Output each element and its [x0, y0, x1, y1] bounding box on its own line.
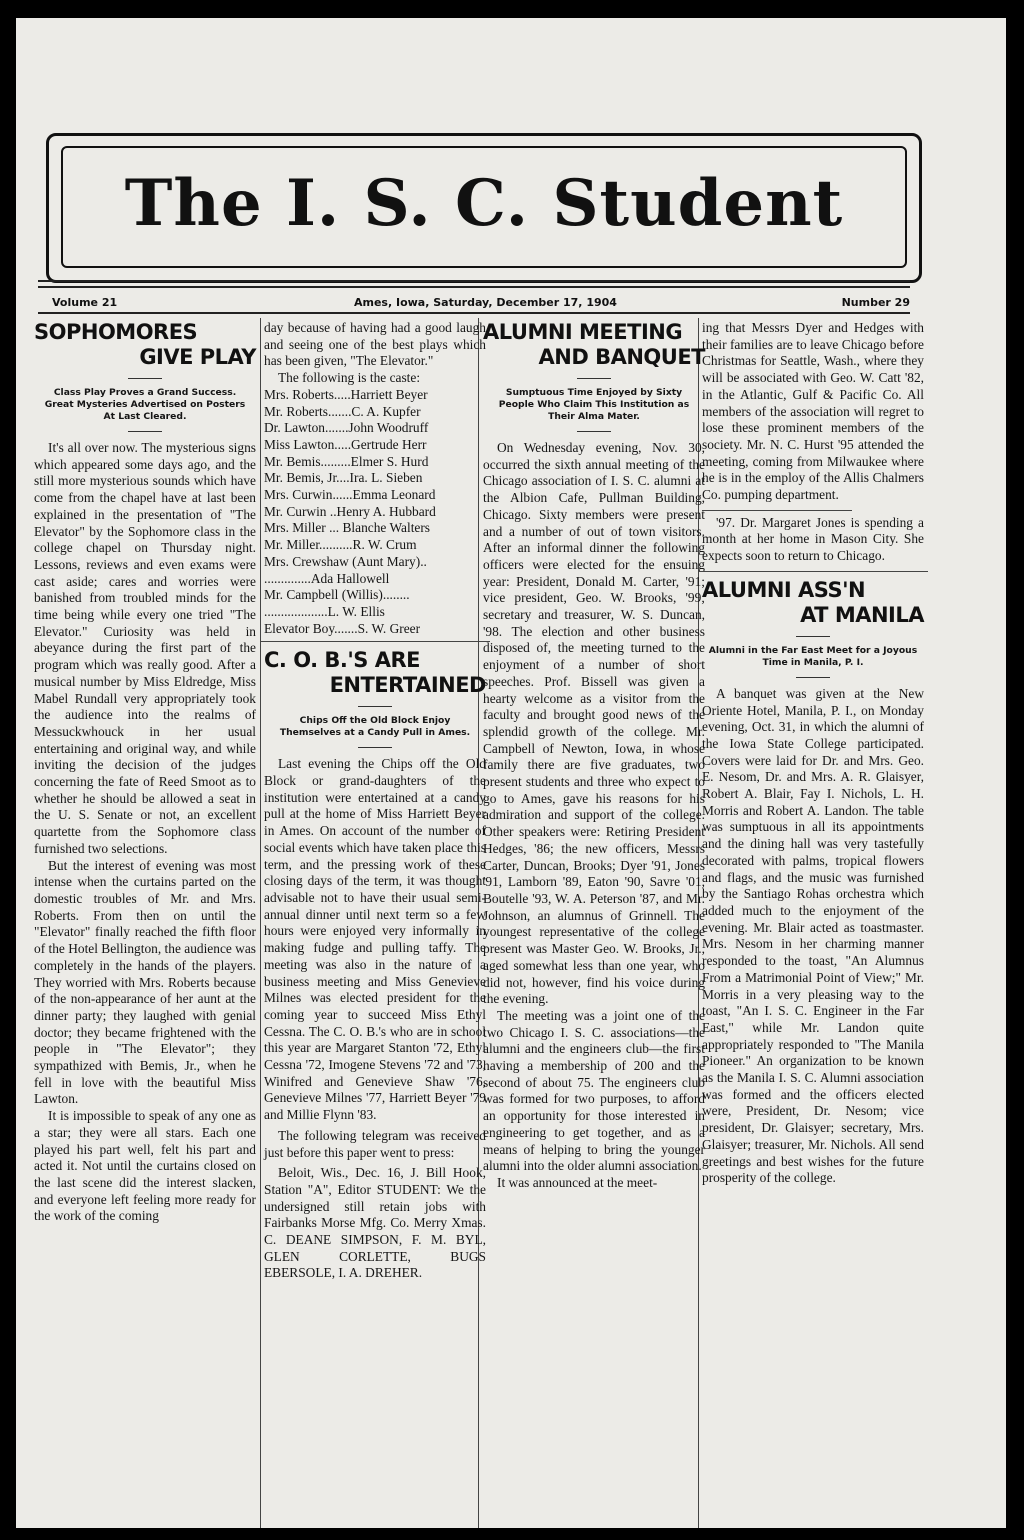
- headline-line-1: ALUMNI MEETING: [483, 320, 683, 344]
- cast-line: Mrs. Miller ... Blanche Walters: [264, 520, 431, 536]
- masthead-frame: [46, 133, 922, 283]
- article-headline: [702, 578, 924, 628]
- headline-dash: [128, 378, 162, 379]
- headline-line-1: ALUMNI ASS'N: [702, 577, 866, 602]
- subhead-dash: [796, 677, 830, 678]
- headline-line-2: AND BANQUET: [538, 345, 705, 369]
- article-paragraph: Last evening the Chips off the Old Block or grand-daughters of the institution were entertained at a candy pull at the home of Miss Harriett Beyer in Ames. On account of the number of social events which have taken place this term, and the pressing work of these closing days of the term, it was thought advisable not to have their usual semi-annual dinner until next term so a few hours were enjoyed very informally in making fudge and pulling taffy. The meeting was also in the nature of a business meeting and Miss Genevieve Milnes was elected president for the coming year to succeed Miss Ethyl Cessna. The C. O. B.'s who are in school this year are Margaret Stanton '72, Ethyl Cessna '72, Imogene Stevens '72 and '73, Winifred and Genevieve Shaw '76, Genevieve Milnes '77, Harriett Beyer '79 and Millie Flynn '83.: [264, 756, 486, 1123]
- issue-number: Number 29: [841, 296, 910, 309]
- article-separator: [698, 571, 928, 572]
- rule-bottom: [38, 312, 910, 314]
- cast-line: ..............Ada Hallowell: [264, 570, 390, 586]
- article-headline: [34, 320, 256, 370]
- article-paragraph: The meeting was a joint one of the two Chicago I. S. C. associations—the alumni and the engineers club—the first having a membership of 200 and the second of about 75. The engineers club was formed for two purposes, to afford an opportunity for those interested in engineering to get together, and as a means of helping to bring the younger alumni into the older alumni association.: [483, 1007, 705, 1174]
- newspaper-page: [16, 18, 1006, 1528]
- masthead-title: The I. S. C. Student: [124, 166, 844, 241]
- headline-line-1: C. O. B.'S ARE: [264, 648, 420, 673]
- headline-line-2: AT MANILA: [800, 602, 924, 627]
- cast-line: Mrs. Curwin......Emma Leonard: [264, 487, 436, 503]
- cast-intro: The following is the caste:: [278, 370, 421, 386]
- cast-line: Mrs. Roberts.....Harriett Beyer: [264, 386, 428, 402]
- article-headline: [483, 320, 705, 370]
- cast-line: Mr. Campbell (Willis)........: [264, 587, 410, 603]
- article-subhead: Alumni in the Far East Meet for a Joyous Time in Manila, P. I.: [708, 644, 918, 668]
- column-divider: [260, 318, 261, 1528]
- volume-label: Volume 21: [52, 296, 118, 309]
- headline-line-2: ENTERTAINED: [329, 673, 486, 698]
- headline-line-1: SOPHOMORES: [34, 320, 198, 344]
- article-paragraph: It is impossible to speak of any one as a star; they were all stars. Each one played his part well, felt his part and acted it. Not until the curtains closed on the last scene did the interest slacken, and everyone left feeling more ready for the work of the coming: [34, 1108, 256, 1224]
- column-3: [483, 320, 705, 1192]
- article-subhead: Class Play Proves a Grand Success. Great Mysteries Advertised on Posters At Last Cleared.: [44, 387, 246, 422]
- cast-line: Mr. Miller..........R. W. Crum: [264, 537, 417, 553]
- short-rule: [702, 510, 852, 511]
- headline-dash: [577, 378, 611, 379]
- subhead-dash: [577, 431, 611, 432]
- cast-line: Dr. Lawton.......John Woodruff: [264, 420, 429, 436]
- headline-line-2: GIVE PLAY: [139, 345, 256, 369]
- article-separator: [260, 641, 490, 642]
- dateline: Ames, Iowa, Saturday, December 17, 1904: [354, 296, 617, 309]
- article-paragraph: It's all over now. The mysterious signs which appeared some days ago, and the still more mysterious sounds which have come from the chapel have at last been explained in the presentation of "The Elevator" by the Sophomore class in the college chapel on Thursday night. Lessons, reviews and even exams were cast aside; cares and worries were banished from troubled minds for the time being while every one tried "The Elevator." Curiosity was held in abeyance during the first part of the program which was really good. After a musical number by Miss Eldredge, Miss Mabel Rundall very appropriately took the audience into the realms of Messuckwhouck in her usual entertaining and original way, and while inviting the decision of the judges concerning the fate of Reed Smoot as to whether he should be allowed a seat in the U. S. Senate or not, an excellent quartette from the Sophomore class furnished two selections.: [34, 440, 256, 856]
- cast-list: [264, 387, 486, 638]
- subhead-dash: [358, 747, 392, 748]
- masthead-inner-frame: [61, 146, 907, 268]
- cast-line: Mr. Bemis, Jr....Ira. L. Sieben: [264, 470, 423, 486]
- cast-line: Mr. Roberts.......C. A. Kupfer: [264, 403, 421, 419]
- article-headline: [264, 648, 486, 698]
- cast-line: Mr. Bemis.........Elmer S. Hurd: [264, 453, 429, 469]
- cast-line: Miss Lawton.....Gertrude Herr: [264, 436, 427, 452]
- subhead-dash: [128, 431, 162, 432]
- column-2: [264, 320, 486, 1282]
- article-paragraph: '97. Dr. Margaret Jones is spending a month at her home in Mason City. She expects soon to return to Chicago.: [702, 514, 924, 564]
- column-4: [702, 320, 924, 1187]
- cast-line: Elevator Boy.......S. W. Greer: [264, 620, 421, 636]
- cast-line: Mr. Curwin ..Henry A. Hubbard: [264, 503, 436, 519]
- article-paragraph: It was announced at the meet-: [497, 1174, 658, 1190]
- column-1: [34, 320, 256, 1225]
- cast-line: Mrs. Crewshaw (Aunt Mary)..: [264, 553, 427, 569]
- article-paragraph: day because of having had a good laugh and seeing one of the best plays which has been given, "The Elevator.": [264, 320, 486, 369]
- article-paragraph: But the interest of evening was most intense when the curtains parted on the domestic troubles of Mr. and Mrs. Roberts. From then on until the "Elevator" finally reached the fifth floor of the Hotel Bellington, the audience was completely in the hands of the players. They worried with Mrs. Roberts because of the non-appearance of her aunt at the dinner party; they laughed with genial doctor; they became frightened with the people in "The Elevator"; they sympathized with Bemis, Jr., when he fell in love with the beautiful Miss Lawton.: [34, 857, 256, 1107]
- article-paragraph: The following telegram was received just before this paper went to press:: [264, 1127, 486, 1160]
- article-subhead: Sumptuous Time Enjoyed by Sixty People Who Claim This Institution as Their Alma Mater.: [498, 387, 690, 422]
- article-paragraph: ing that Messrs Dyer and Hedges with their families are to leave Chicago before Christmas for Seattle, Wash., where they will be associated with Geo. W. Catt '82, in the Atlantic, Gulf & Pacific Co. All members of the association will regret to lose these prominent members of the society. Mr. N. C. Hurst '95 attended the meeting, coming from Milwaukee where he is in the employ of the Allis Chalmers Co. pumping department.: [702, 320, 924, 503]
- headline-dash: [796, 636, 830, 637]
- telegram-text: Beloit, Wis., Dec. 16, J. Bill Hook, Station "A", Editor STUDENT: We the undersigned still retain jobs with Fairbanks Morse Mfg. Co. Merry Xmas. C. DEANE SIMPSON, F. M. BYL, GLEN CORLETTE, BUGS EBERSOLE, I. A. DREHER.: [264, 1165, 486, 1281]
- headline-dash: [358, 706, 392, 707]
- rule-top-2: [38, 286, 910, 288]
- rule-top: [38, 280, 910, 282]
- article-subhead: Chips Off the Old Block Enjoy Themselves at a Candy Pull in Ames.: [279, 715, 471, 739]
- cast-line: ...................L. W. Ellis: [264, 603, 385, 619]
- article-paragraph: On Wednesday evening, Nov. 30, occurred the sixth annual meeting of the Chicago association of I. S. C. alumni at the Albion Cafe, Pullman Building, Chicago. Sixty members were present and a number of out of town visitors. After an informal dinner the following officers were elected for the ensuing year: President, Donald M. Carter, '91; vice president, Geo. W. Brooks, '99; secretary and treasurer, W. S. Duncan, '98. The election and other business disposed of, the meeting turned to the enjoyment of a number of short speeches. Prof. Bissell was given a hearty welcome as a visitor from the faculty and brought good news of the splendid growth of the college. Mr. Campbell of Newton, Iowa, in whose family there are five graduates, two present students and three who expect to go to Ames, gave his reasons for his admiration and support of the college. Other speakers were: Retiring President Hedges, '86; the new officers, Messrs Carter, Duncan, Brooks; Dyer '91, Jones '91, Lamborn '89, Eaton '90, Savre '01, Boutelle '93, W. A. Peterson '87, and Mr. Johnson, an alumnus of Grinnell. The youngest representative of the college present was Master Geo. W. Brooks, Jr., aged somewhat less than one year, who did not, however, find his voice during the evening.: [483, 440, 705, 1007]
- article-paragraph: A banquet was given at the New Oriente Hotel, Manila, P. I., on Monday evening, Oct. 31, in which the alumni of the Iowa State College participated. Covers were laid for Dr. and Mrs. Geo. E. Nesom, Dr. and Mrs. A. R. Glaisyer, Robert A. Blair, Fay I. Nichols, L. H. Morris and Robert A. Landon. The table was sumptuous in all its appointments and the dining hall was very tastefully decorated with palms, tropical flowers and flags, and the music was furnished by the Santiago Rohas orchestra which added much to the enjoyment of the evening. Mr. Blair acted as toastmaster. Mrs. Nesom in her charming manner responded to the toast, "An Alumnus From a Matrimonial Point of View;" Mr. Morris in a very pleasing way to the toast, "An I. S. C. Engineer in the Far East," while Mr. Landon quite appropriately responded to "The Manila Pioneer." An organization to be known as the Manila I. S. C. Alumni association was formed and the officers elected were, President, Dr. Nesom; vice president, Dr. Glaisyer; secretary, Mrs. Glaisyer; treasurer, Mr. Nichols. All send greetings and best wishes for the future prosperity of the college.: [702, 685, 924, 1186]
